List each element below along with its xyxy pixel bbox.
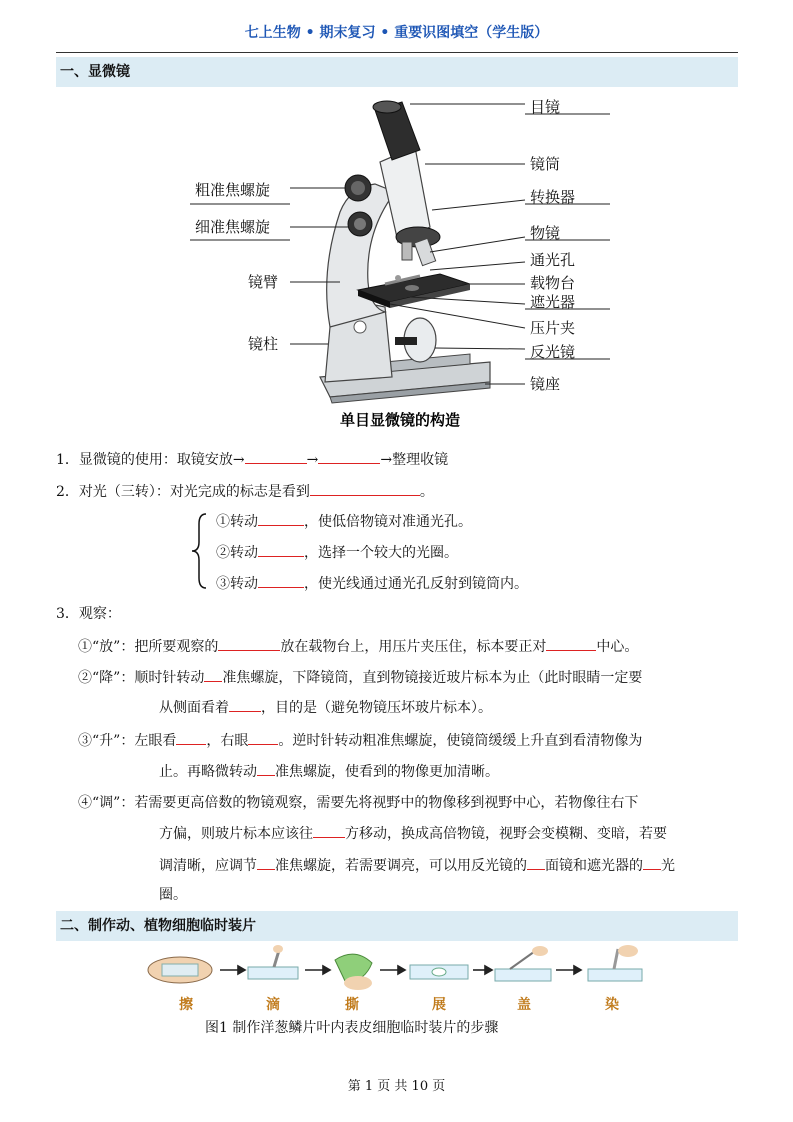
- step-label-stain: 染: [605, 997, 619, 1013]
- q2-blank-main: [310, 481, 420, 496]
- step-label-peel: 撕: [345, 997, 359, 1013]
- q3-tiao-l1: 若需要更高倍数的物镜观察，需要先将视野中的物像移到视野中心，若物像往右下: [134, 795, 639, 811]
- q3-sheng-line-2: [159, 761, 499, 782]
- step-label-cover: 盖: [517, 997, 531, 1013]
- label-base: 镜座: [530, 375, 561, 393]
- slide-steps-diagram: [140, 945, 660, 1015]
- q3-tiao-l3d: 光: [661, 858, 675, 874]
- q3-tiao-l3a: 调清晰，应调节: [159, 858, 257, 874]
- q3-sheng-l1b: ，右眼: [206, 733, 249, 749]
- q3-tiao-line-4: 圈。: [159, 887, 187, 903]
- q2-main-suffix: 。: [419, 484, 434, 500]
- step-peel-image: [335, 954, 372, 990]
- q3-tiao-line-3: [159, 855, 675, 876]
- q3-tiao-blank-2: [257, 855, 275, 870]
- q3-fang-t1: 把所要观察的: [134, 639, 219, 655]
- q3-sheng-blank-1: [176, 730, 206, 745]
- q3-sheng-blank-2: [248, 730, 278, 745]
- q3-tiao-blank-1: [313, 823, 345, 838]
- q3-jiang-blank-1: [204, 667, 222, 682]
- label-diaphragm: 遮光器: [530, 293, 576, 311]
- label-arm: 镜臂: [248, 273, 279, 291]
- q2-item-1-blank: [258, 511, 304, 526]
- q2-item-2-prefix: ②转动: [216, 545, 258, 561]
- q2-item-2-blank: [258, 542, 304, 557]
- q2-item-1: [216, 511, 472, 532]
- label-stage-hole: 通光孔: [530, 251, 576, 269]
- q1-line: [56, 449, 448, 470]
- q3-tiao-l3c: 面镜和遮光器的: [545, 858, 643, 874]
- q3-tiao-blank-3: [527, 855, 545, 870]
- step-spread-image: [410, 965, 468, 979]
- q3-fang-blank-1: [218, 636, 280, 651]
- label-clip: 压片夹: [530, 319, 576, 337]
- q3-jiang-line-2: [159, 697, 492, 718]
- q3-sheng-l2a: 止。再略微转动: [159, 764, 257, 780]
- q3-tiao-line-2: [159, 823, 667, 844]
- q2-item-3: [216, 573, 528, 594]
- q3-jiang-blank-2: [229, 697, 261, 712]
- q3-jiang-label: ②“降”：: [78, 670, 135, 686]
- q3-fang-line: [78, 636, 638, 657]
- step-label-wipe: 擦: [179, 997, 193, 1013]
- label-stage: 载物台: [530, 274, 576, 292]
- q3-fang-t3: 中心。: [596, 639, 639, 655]
- q3-jiang-l1b: 准焦螺旋，下降镜筒，直到物镜接近玻片标本为止（此时眼睛一定要: [222, 670, 643, 686]
- q2-item-2: [216, 542, 458, 563]
- label-tube: 镜筒: [530, 155, 561, 173]
- q2-item-1-prefix: ①转动: [216, 514, 258, 530]
- q3-tiao-blank-4: [643, 855, 661, 870]
- microscope-caption: 单目显微镜的构造: [339, 411, 461, 429]
- page-footer: 第 1 页 共 10 页: [347, 1079, 446, 1094]
- step-cover-image: [495, 946, 551, 981]
- q2-item-3-prefix: ③转动: [216, 576, 258, 592]
- label-pillar: 镜柱: [248, 335, 279, 353]
- q3-sheng-l1a: 左眼看: [134, 733, 177, 749]
- label-eyepiece: 目镜: [530, 98, 561, 116]
- section-title-slides: 二、制作动、植物细胞临时装片: [56, 911, 738, 941]
- q2-line: [56, 481, 434, 502]
- q1-arrow-2: →: [306, 452, 319, 468]
- q3-sheng-l2b: 准焦螺旋，使看到的物像更加清晰。: [275, 764, 499, 780]
- step-wipe-image: [148, 957, 212, 983]
- q2-brace: [190, 512, 210, 590]
- header-divider: [56, 52, 738, 53]
- q3-tiao-line-1: [78, 793, 638, 813]
- q3-sheng-blank-3: [257, 761, 275, 776]
- q2-item-3-suffix: ，使光线通过通光孔反射到镜筒内。: [304, 576, 528, 592]
- label-coarse: 粗准焦螺旋: [195, 181, 271, 199]
- step-drop-image: [248, 945, 298, 979]
- q3-tiao-label: ④“调”：: [78, 795, 135, 811]
- q2-item-3-blank: [258, 573, 304, 588]
- q1-arrow-3: →: [380, 452, 393, 468]
- step-stain-image: [588, 945, 642, 981]
- q3-jiang-l2a: 从侧面看着: [159, 700, 229, 716]
- q3-tiao-l3b: 准焦螺旋，若需要调亮，可以用反光镜的: [275, 858, 527, 874]
- label-nosepiece: 转换器: [530, 188, 576, 206]
- label-mirror: 反光镜: [530, 343, 576, 361]
- q1-arrow-1: →: [232, 452, 245, 468]
- label-objective: 物镜: [530, 224, 561, 242]
- q3-jiang-l2b: ，目的是（避免物镜压坏玻片标本）。: [261, 700, 492, 716]
- q3-tiao-l2a: 方偏，则玻片标本应该往: [159, 826, 313, 842]
- section-title-microscope: 一、显微镜: [56, 57, 738, 87]
- q3-jiang-l1a: 顺时针转动: [134, 670, 205, 686]
- q3-fang-t2: 放在载物台上，用压片夹压住，标本要正对: [280, 639, 547, 655]
- q2-item-2-suffix: ，选择一个较大的光圈。: [304, 545, 458, 561]
- q2-item-1-suffix: ，使低倍物镜对准通光孔。: [304, 514, 472, 530]
- q1-suffix: 整理收镜: [392, 452, 449, 468]
- q3-tiao-l2b: 方移动，换成高倍物镜，视野会变模糊、变暗，若要: [345, 826, 667, 842]
- label-fine: 细准焦螺旋: [195, 218, 271, 236]
- q3-sheng-l1c: 。逆时针转动粗准焦螺旋，使镜筒缓缓上升直到看清物像为: [278, 733, 643, 749]
- q3-jiang-line-1: [78, 667, 642, 688]
- step-label-spread: 展: [432, 997, 446, 1013]
- microscope-diagram: [180, 92, 620, 437]
- q1-blank-2: [318, 449, 380, 464]
- q2-main-prefix: 2．对光（三转）：对光完成的标志是看到: [56, 484, 310, 500]
- q3-title: 3．观察：: [56, 606, 121, 622]
- q3-fang-blank-2: [546, 636, 596, 651]
- steps-caption: 图1 制作洋葱鳞片叶内表皮细胞临时装片的步骤: [205, 1020, 499, 1036]
- page-header-title: 七上生物 • 期末复习 • 重要识图填空（学生版）: [244, 25, 549, 41]
- q1-blank-1: [245, 449, 307, 464]
- q3-fang-label: ①“放”：: [78, 639, 135, 655]
- q1-prefix: 1．显微镜的使用：取镜安放: [56, 452, 233, 468]
- step-label-drop: 滴: [266, 997, 280, 1013]
- q3-sheng-label: ③“升”：: [78, 733, 135, 749]
- q3-sheng-line-1: [78, 730, 642, 751]
